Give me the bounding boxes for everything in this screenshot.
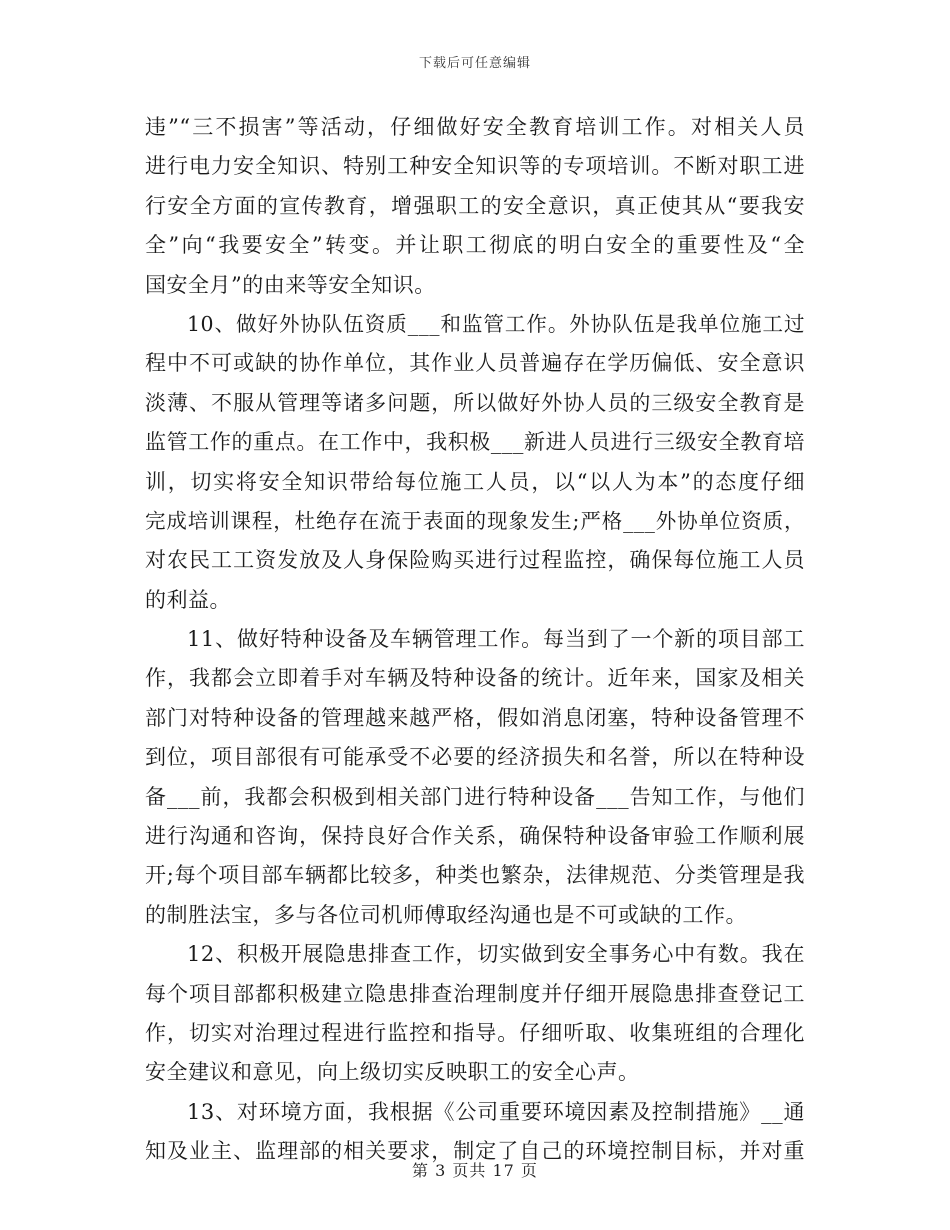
text-line: 进行电力安全知识、特别工种安全知识等的专项培训。不断对职工进 <box>145 154 805 179</box>
text-line: 11、做好特种设备及车辆管理工作。每当到了一个新的项目部工 <box>187 627 805 652</box>
text-line: 进行沟通和咨询，保持良好合作关系，确保特种设备审验工作顺利展 <box>145 824 805 849</box>
text-line: 每个项目部都积极建立隐患排查治理制度并仔细开展隐患排查登记工 <box>145 981 805 1006</box>
text-line: 安全建议和意见，向上级切实反映职工的安全心声。 <box>145 1060 640 1085</box>
page-number: 第 3 页共 17 页 <box>412 1161 538 1180</box>
text-line: 国安全月”的由来等安全知识。 <box>145 272 436 297</box>
text-line: 的制胜法宝，多与各位司机师傅取经沟通也是不可或缺的工作。 <box>145 902 747 927</box>
text-line: 13、对环境方面，我根据《公司重要环境因素及控制措施》__通 <box>187 1099 805 1124</box>
text-line: 10、做好外协队伍资质___和监管工作。外协队伍是我单位施工过 <box>187 311 805 336</box>
text-line: 监管工作的重点。在工作中，我积极___新进人员进行三级安全教育培 <box>145 430 805 455</box>
document-body <box>145 108 805 1172</box>
text-line: 全”向“我要安全”转变。并让职工彻底的明白安全的重要性及“全 <box>145 233 805 258</box>
text-line: 12、积极开展隐患排查工作，切实做到安全事务心中有数。我在 <box>187 942 805 967</box>
text-line: 违”“三不损害”等活动，仔细做好安全教育培训工作。对相关人员 <box>145 115 805 139</box>
page-header: 下载后可任意编辑 <box>418 56 531 71</box>
text-line: 知及业主、监理部的相关要求，制定了自己的环境控制目标，并对重 <box>145 1139 805 1164</box>
text-line: 的利益。 <box>145 587 231 612</box>
text-line: 到位，项目部很有可能承受不必要的经济损失和名誉，所以在特种设 <box>145 745 805 770</box>
text-line: 程中不可或缺的协作单位，其作业人员普遍存在学历偏低、安全意识 <box>145 351 805 376</box>
text-line: 作，我都会立即着手对车辆及特种设备的统计。近年来，国家及相关 <box>145 666 805 691</box>
text-line: 训，切实将安全知识带给每位施工人员，以“以人为本”的态度仔细 <box>145 469 805 494</box>
text-line: 备___前，我都会积极到相关部门进行特种设备___告知工作，与他们 <box>145 784 805 809</box>
text-line: 部门对特种设备的管理越来越严格，假如消息闭塞，特种设备管理不 <box>145 705 805 730</box>
text-line: 对农民工工资发放及人身保险购买进行过程监控，确保每位施工人员 <box>145 548 805 573</box>
text-line: 完成培训课程，杜绝存在流于表面的现象发生;严格___外协单位资质， <box>145 508 805 533</box>
text-line: 行安全方面的宣传教育，增强职工的安全意识，真正使其从“要我安 <box>145 193 805 218</box>
text-line: 淡薄、不服从管理等诸多问题，所以做好外协人员的三级安全教育是 <box>145 390 805 415</box>
text-line: 开;每个项目部车辆都比较多，种类也繁杂，法律规范、分类管理是我 <box>145 863 805 888</box>
text-line: 作，切实对治理过程进行监控和指导。仔细听取、收集班组的合理化 <box>145 1020 805 1045</box>
